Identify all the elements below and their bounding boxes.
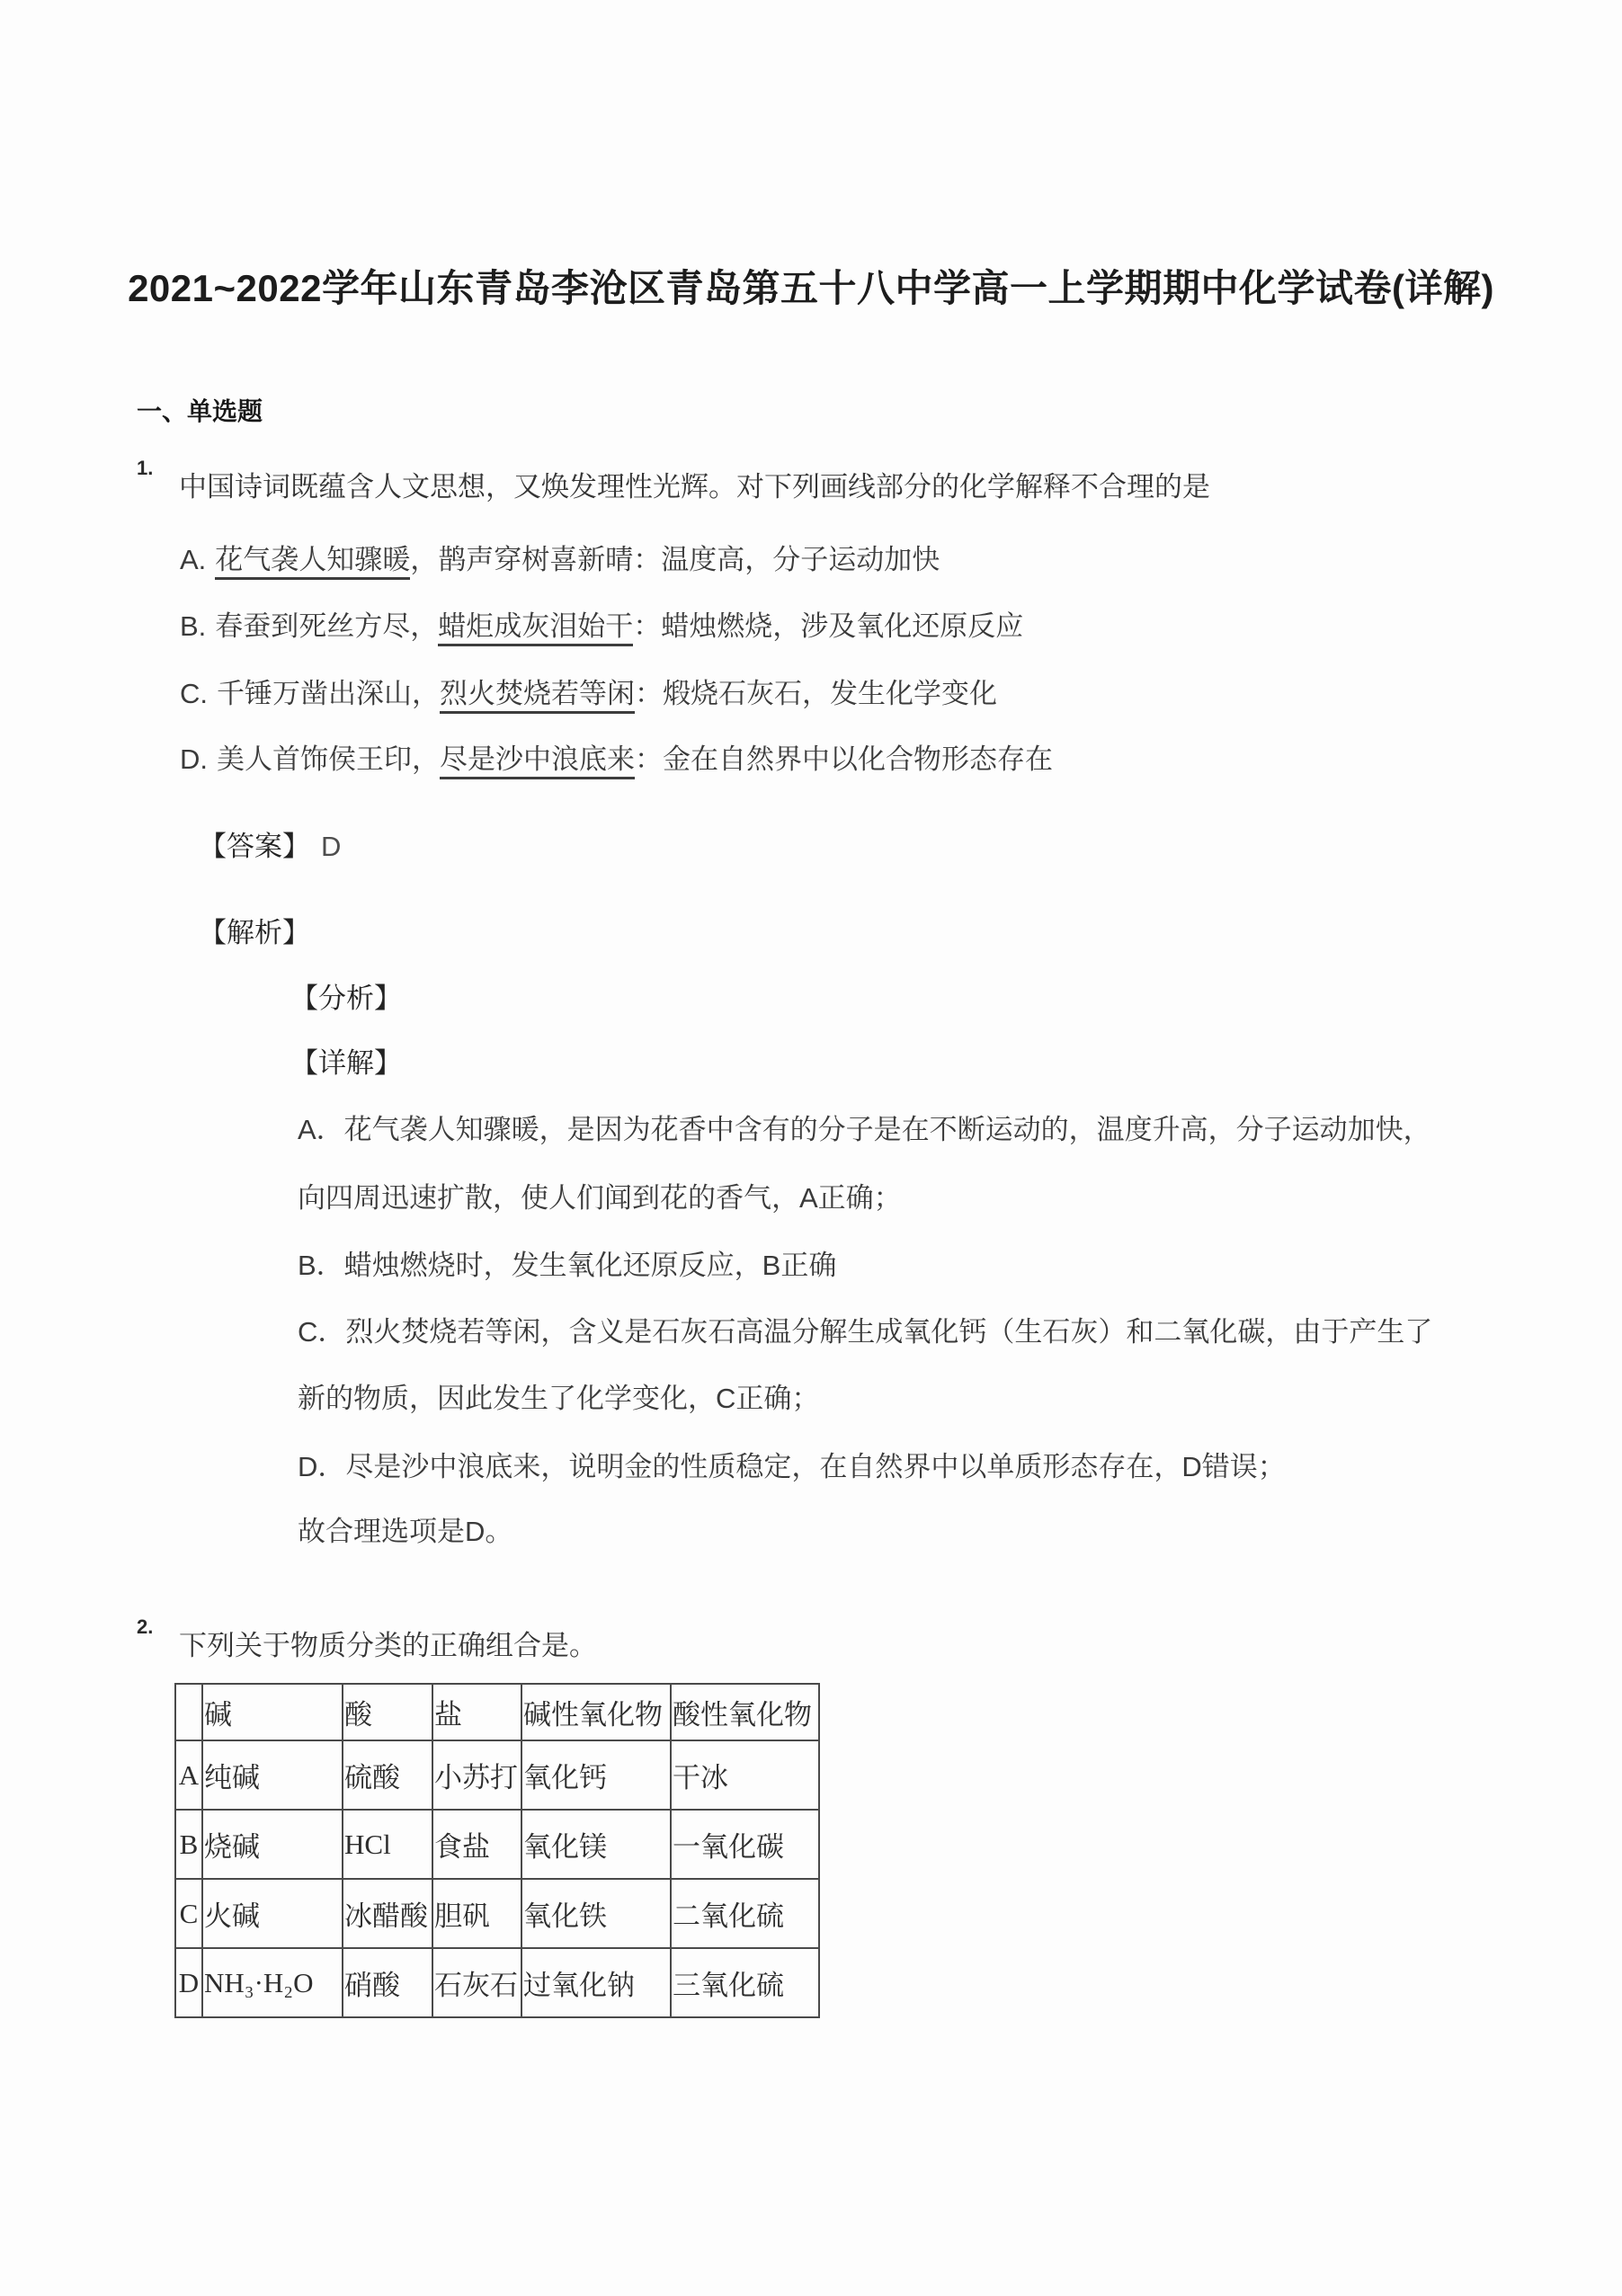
col-header-acidic-oxide: 酸性氧化物 (671, 1684, 819, 1740)
table-cell: 硝酸 (343, 1948, 432, 2017)
table-cell: 硫酸 (343, 1740, 432, 1810)
table-row-c (175, 1879, 819, 1948)
table-header-row (175, 1684, 819, 1740)
explanation-line-6: D．尽是沙中浪底来，说明金的性质稳定，在自然界中以单质形态存在，D错误； (298, 1451, 1286, 1482)
question-2-number: 2. (137, 1615, 154, 1638)
table-cell: 氧化铁 (521, 1879, 671, 1948)
table-cell: 石灰石 (432, 1948, 521, 2017)
question-1-option-b (180, 603, 1023, 644)
question-1-option-c (180, 671, 997, 711)
question-1-stem: 中国诗词既蕴含人文思想，又焕发理性光辉。对下列画线部分的化学解释不合理的是 (179, 471, 1210, 503)
col-header-basic-oxide: 碱性氧化物 (521, 1684, 671, 1740)
explanation-line-7: 故合理选项是D。 (298, 1516, 513, 1547)
option-a-underlined-phrase: 花气袭人知骤暖 (215, 544, 410, 580)
option-d-text-before: 美人首饰侯王印， (217, 743, 440, 775)
table-cell: HCl (343, 1810, 432, 1879)
explanation-line-1: A．花气袭人知骤暖，是因为花香中含有的分子是在不断运动的，温度升高，分子运动加快， (298, 1114, 1431, 1145)
option-d-underlined-phrase: 尽是沙中浪底来 (440, 743, 635, 779)
question-1-option-a (180, 537, 940, 577)
explanation-line-5: 新的物质，因此发生了化学变化，C正确； (298, 1383, 820, 1414)
table-cell: 火碱 (202, 1879, 343, 1948)
section-heading: 一、单选题 (137, 397, 263, 425)
option-b-text-after: ：蜡烛燃烧，涉及氧化还原反应 (633, 610, 1024, 642)
answer-label: 【答案】 (199, 831, 310, 862)
table-cell: 过氧化钠 (521, 1948, 671, 2017)
option-b-label: B. (180, 610, 207, 642)
row-label: A (175, 1740, 202, 1810)
table-cell: 一氧化碳 (671, 1810, 819, 1879)
option-a-label: A. (180, 544, 207, 575)
explanation-line-3: B．蜡烛燃烧时，发生氧化还原反应，B正确 (298, 1250, 837, 1281)
explanation-line-2: 向四周迅速扩散，使人们闻到花的香气，A正确； (298, 1182, 902, 1214)
jiexi-label: 【解析】 (199, 917, 310, 948)
classification-table (174, 1683, 820, 2018)
table-cell: 胆矾 (432, 1879, 521, 1948)
option-d-text-after: ：金在自然界中以化合物形态存在 (635, 743, 1053, 775)
question-1-option-d (180, 736, 1053, 777)
table-cell: NH₃·H₂O (202, 1948, 343, 2017)
option-c-text-after: ：煅烧石灰石，发生化学变化 (635, 678, 997, 709)
row-label: B (175, 1810, 202, 1879)
option-c-text-before: 千锤万凿出深山， (217, 678, 440, 709)
row-label: C (175, 1879, 202, 1948)
col-header-salt: 盐 (432, 1684, 521, 1740)
option-b-underlined-phrase: 蜡炬成灰泪始干 (438, 610, 633, 646)
option-d-label: D. (180, 743, 208, 775)
table-cell: 氧化钙 (521, 1740, 671, 1810)
table-cell: 干冰 (671, 1740, 819, 1810)
table-cell: 二氧化硫 (671, 1879, 819, 1948)
option-b-text-before: 春蚕到死丝方尽， (215, 610, 439, 642)
document-title: 2021~2022学年山东青岛李沧区青岛第五十八中学高一上学期期中化学试卷(详解) (128, 267, 1494, 309)
option-c-underlined-phrase: 烈火焚烧若等闲 (440, 678, 635, 714)
question-1-answer-line (199, 823, 341, 864)
question-2-stem: 下列关于物质分类的正确组合是。 (179, 1630, 597, 1661)
corner-cell (175, 1684, 202, 1740)
table-cell: 冰醋酸 (343, 1879, 432, 1948)
table-cell: 小苏打 (432, 1740, 521, 1810)
option-a-text-after: ，鹊声穿树喜新晴：温度高，分子运动加快 (410, 544, 940, 575)
explanation-line-4: C．烈火焚烧若等闲，含义是石灰石高温分解生成氧化钙（生石灰）和二氧化碳，由于产生了 (298, 1316, 1433, 1348)
xiangjie-label: 【详解】 (290, 1047, 402, 1079)
table-row-b (175, 1810, 819, 1879)
row-label: D (175, 1948, 202, 2017)
option-c-label: C. (180, 678, 208, 709)
answer-value: D (321, 831, 342, 862)
table-row-a (175, 1740, 819, 1810)
table-cell: 纯碱 (202, 1740, 343, 1810)
table-cell: 三氧化硫 (671, 1948, 819, 2017)
question-1-number: 1. (137, 457, 154, 479)
table-cell: 氧化镁 (521, 1810, 671, 1879)
table-row-d (175, 1948, 819, 2017)
col-header-acid: 酸 (343, 1684, 432, 1740)
fenxi-label: 【分析】 (290, 983, 402, 1014)
table-cell: 烧碱 (202, 1810, 343, 1879)
col-header-base: 碱 (202, 1684, 343, 1740)
table-cell: 食盐 (432, 1810, 521, 1879)
